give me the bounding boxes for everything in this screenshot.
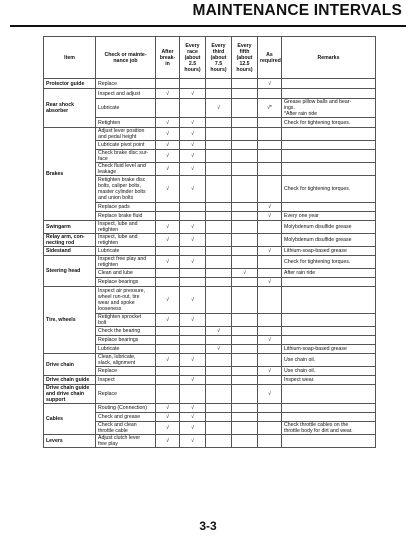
remarks-cell: Molybdenum disulfide grease: [282, 221, 376, 234]
interval-check-cell: √: [180, 256, 206, 269]
interval-check-cell: [156, 367, 180, 376]
interval-check-cell: [206, 79, 232, 89]
job-cell: Inspect, lube and retighten: [96, 234, 156, 247]
interval-check-cell: √: [180, 287, 206, 314]
interval-check-cell: √: [258, 278, 282, 287]
interval-check-cell: [232, 176, 258, 203]
interval-check-cell: [258, 141, 282, 150]
interval-check-cell: √: [156, 176, 180, 203]
interval-check-cell: [232, 354, 258, 367]
remarks-cell: [282, 404, 376, 413]
interval-check-cell: [232, 163, 258, 176]
job-cell: Check and grease: [96, 413, 156, 422]
interval-check-cell: [258, 176, 282, 203]
job-cell: Check fluid level and leakage: [96, 163, 156, 176]
job-cell: Routing (Connection): [96, 404, 156, 413]
interval-check-cell: √: [156, 413, 180, 422]
interval-check-cell: [258, 345, 282, 354]
interval-check-cell: √: [180, 118, 206, 128]
interval-check-cell: √: [156, 128, 180, 141]
interval-check-cell: [180, 345, 206, 354]
interval-check-cell: [206, 376, 232, 385]
interval-check-cell: [206, 247, 232, 256]
remarks-cell: [282, 287, 376, 314]
interval-check-cell: [206, 203, 232, 212]
interval-check-cell: √: [180, 141, 206, 150]
interval-check-cell: √: [156, 354, 180, 367]
interval-check-cell: [206, 385, 232, 404]
interval-check-cell: [156, 247, 180, 256]
interval-check-cell: [180, 247, 206, 256]
table-row: [44, 128, 376, 141]
interval-check-cell: √: [206, 345, 232, 354]
interval-check-cell: √: [180, 234, 206, 247]
interval-check-cell: [258, 376, 282, 385]
interval-check-cell: [206, 89, 232, 99]
remarks-cell: [282, 278, 376, 287]
interval-check-cell: √: [180, 163, 206, 176]
interval-check-cell: √: [258, 203, 282, 212]
job-cell: Check brake disc sur- face: [96, 150, 156, 163]
interval-check-cell: √: [180, 314, 206, 327]
remarks-cell: [282, 128, 376, 141]
interval-check-cell: [156, 269, 180, 278]
interval-check-cell: [232, 256, 258, 269]
interval-check-cell: √: [156, 89, 180, 99]
interval-check-cell: [258, 128, 282, 141]
interval-check-cell: [156, 79, 180, 89]
interval-check-cell: [232, 404, 258, 413]
job-cell: Retighten sprocket bolt: [96, 314, 156, 327]
item-cell: Rear shock absorber: [44, 89, 96, 128]
job-cell: Replace: [96, 367, 156, 376]
interval-check-cell: [258, 413, 282, 422]
table-row: [44, 221, 376, 234]
interval-check-cell: [206, 141, 232, 150]
interval-check-cell: [258, 221, 282, 234]
interval-check-cell: [156, 385, 180, 404]
interval-check-cell: √: [156, 314, 180, 327]
interval-check-cell: [232, 314, 258, 327]
interval-check-cell: [232, 150, 258, 163]
table-row: [44, 256, 376, 269]
job-cell: Replace bearings: [96, 278, 156, 287]
interval-check-cell: [206, 336, 232, 345]
interval-check-cell: [156, 99, 180, 118]
interval-check-cell: [232, 89, 258, 99]
maintenance-intervals-table: [43, 36, 376, 448]
item-cell: Cables: [44, 404, 96, 435]
interval-check-cell: √: [156, 234, 180, 247]
interval-check-cell: √: [258, 212, 282, 221]
interval-check-cell: [206, 404, 232, 413]
column-header: Every third (about 7.5 hours): [206, 37, 232, 79]
remarks-cell: Check for tightening torques.: [282, 176, 376, 203]
interval-check-cell: [206, 314, 232, 327]
interval-check-cell: [232, 79, 258, 89]
remarks-cell: [282, 89, 376, 99]
job-cell: Inspect air pressure, wheel run-out, tire wear and spoke looseness: [96, 287, 156, 314]
interval-check-cell: √: [258, 336, 282, 345]
remarks-cell: Check throttle cables on the throttle body for dirt and wear.: [282, 422, 376, 435]
interval-check-cell: √: [180, 221, 206, 234]
interval-check-cell: [206, 435, 232, 448]
job-cell: Inspect, lube and retighten: [96, 221, 156, 234]
job-cell: Check and clean throttle cable: [96, 422, 156, 435]
interval-check-cell: [206, 422, 232, 435]
job-cell: Replace pads: [96, 203, 156, 212]
interval-check-cell: [232, 212, 258, 221]
table-header-row: [44, 37, 376, 79]
job-cell: Lubricate: [96, 99, 156, 118]
table-row: [44, 247, 376, 256]
interval-check-cell: √: [180, 128, 206, 141]
interval-check-cell: [206, 212, 232, 221]
interval-check-cell: [206, 118, 232, 128]
job-cell: Clean, lubricate, slack, alignment: [96, 354, 156, 367]
column-header: Every fifth (about 12.5 hours): [232, 37, 258, 79]
interval-check-cell: [156, 327, 180, 336]
job-cell: Lubricate: [96, 345, 156, 354]
interval-check-cell: [206, 269, 232, 278]
interval-check-cell: [156, 336, 180, 345]
interval-check-cell: √: [156, 163, 180, 176]
remarks-cell: Grease pillow balls and bear- ings. *After rain ride: [282, 99, 376, 118]
interval-check-cell: [180, 327, 206, 336]
column-header: Check or mainte- nance job: [96, 37, 156, 79]
table-row: [44, 354, 376, 367]
interval-check-cell: [180, 385, 206, 404]
item-cell: Levers: [44, 435, 96, 448]
job-cell: Lubricate: [96, 247, 156, 256]
job-cell: Adjust clutch lever free play: [96, 435, 156, 448]
item-cell: Sidestand: [44, 247, 96, 256]
interval-check-cell: [206, 354, 232, 367]
remarks-cell: Every one year: [282, 212, 376, 221]
column-header: Item: [44, 37, 96, 79]
remarks-cell: [282, 327, 376, 336]
interval-check-cell: [258, 435, 282, 448]
interval-check-cell: [206, 367, 232, 376]
interval-check-cell: [206, 221, 232, 234]
interval-check-cell: [232, 141, 258, 150]
interval-check-cell: [232, 367, 258, 376]
job-cell: Lubricate pivot point: [96, 141, 156, 150]
interval-check-cell: √: [156, 150, 180, 163]
interval-check-cell: [232, 99, 258, 118]
remarks-cell: Use chain oil.: [282, 354, 376, 367]
item-cell: Steering head: [44, 256, 96, 287]
job-cell: Clean and lube: [96, 269, 156, 278]
item-cell: Swingarm: [44, 221, 96, 234]
interval-check-cell: [206, 256, 232, 269]
remarks-cell: Check for tightening torques.: [282, 256, 376, 269]
item-cell: Protector guide: [44, 79, 96, 89]
interval-check-cell: √: [180, 176, 206, 203]
interval-check-cell: [206, 413, 232, 422]
remarks-cell: Lithium-soap-based grease: [282, 247, 376, 256]
interval-check-cell: [156, 376, 180, 385]
interval-check-cell: √: [180, 150, 206, 163]
job-cell: Replace brake fluid: [96, 212, 156, 221]
interval-check-cell: [156, 203, 180, 212]
item-cell: Tire, wheels: [44, 287, 96, 354]
interval-check-cell: [206, 150, 232, 163]
interval-check-cell: [232, 345, 258, 354]
job-cell: Replace bearings: [96, 336, 156, 345]
interval-check-cell: √: [156, 221, 180, 234]
table-body: [44, 79, 376, 448]
interval-check-cell: √: [206, 327, 232, 336]
page-title: MAINTENANCE INTERVALS: [192, 2, 402, 19]
remarks-cell: [282, 141, 376, 150]
table-row: [44, 287, 376, 314]
remarks-cell: [282, 79, 376, 89]
item-cell: Brakes: [44, 128, 96, 221]
interval-check-cell: √: [156, 287, 180, 314]
job-cell: Inspect free play and retighten: [96, 256, 156, 269]
interval-check-cell: [232, 278, 258, 287]
table-row: [44, 376, 376, 385]
interval-check-cell: [232, 118, 258, 128]
interval-check-cell: [232, 376, 258, 385]
interval-check-cell: [232, 128, 258, 141]
remarks-cell: [282, 203, 376, 212]
job-cell: Replace: [96, 79, 156, 89]
interval-check-cell: √: [258, 79, 282, 89]
interval-check-cell: [180, 99, 206, 118]
remarks-cell: [282, 435, 376, 448]
table-row: [44, 404, 376, 413]
item-cell: Drive chain: [44, 354, 96, 376]
interval-check-cell: [180, 278, 206, 287]
interval-check-cell: [180, 79, 206, 89]
interval-check-cell: [232, 422, 258, 435]
interval-check-cell: [156, 345, 180, 354]
interval-check-cell: √: [180, 435, 206, 448]
interval-check-cell: [258, 118, 282, 128]
interval-check-cell: [258, 422, 282, 435]
interval-check-cell: [206, 287, 232, 314]
interval-check-cell: √: [258, 247, 282, 256]
interval-check-cell: √: [206, 99, 232, 118]
interval-check-cell: [232, 234, 258, 247]
interval-check-cell: √: [156, 422, 180, 435]
interval-check-cell: [206, 278, 232, 287]
item-cell: Drive chain guide and drive chain support: [44, 385, 96, 404]
interval-check-cell: [156, 212, 180, 221]
table-row: [44, 79, 376, 89]
interval-check-cell: √: [232, 269, 258, 278]
job-cell: Adjust lever position and pedal height: [96, 128, 156, 141]
remarks-cell: Molybdenum disulfide grease: [282, 234, 376, 247]
interval-check-cell: √: [258, 367, 282, 376]
interval-check-cell: √: [180, 422, 206, 435]
interval-check-cell: √: [180, 89, 206, 99]
interval-check-cell: [180, 367, 206, 376]
interval-check-cell: [258, 404, 282, 413]
interval-check-cell: √: [180, 376, 206, 385]
table-row: [44, 234, 376, 247]
remarks-cell: Lithium-soap-based grease: [282, 345, 376, 354]
job-cell: Replace: [96, 385, 156, 404]
item-cell: Drive chain guide: [44, 376, 96, 385]
interval-check-cell: [258, 314, 282, 327]
job-cell: Retighten: [96, 118, 156, 128]
interval-check-cell: [206, 176, 232, 203]
column-header: As required: [258, 37, 282, 79]
interval-check-cell: √: [156, 256, 180, 269]
interval-check-cell: [258, 234, 282, 247]
column-header: Every race (about 2.5 hours): [180, 37, 206, 79]
interval-check-cell: [232, 221, 258, 234]
job-cell: Inspect: [96, 376, 156, 385]
interval-check-cell: √*: [258, 99, 282, 118]
interval-check-cell: [180, 269, 206, 278]
remarks-cell: Check for tightening torques.: [282, 118, 376, 128]
interval-check-cell: [232, 336, 258, 345]
interval-check-cell: [206, 234, 232, 247]
remarks-cell: After rain ride: [282, 269, 376, 278]
job-cell: Inspect and adjust: [96, 89, 156, 99]
job-cell: Retighten brake disc bolts, caliper bolts, master cylinder bolts and union bolts: [96, 176, 156, 203]
interval-check-cell: [258, 354, 282, 367]
interval-check-cell: [180, 212, 206, 221]
interval-check-cell: [258, 327, 282, 336]
interval-check-cell: √: [180, 413, 206, 422]
interval-check-cell: [232, 385, 258, 404]
interval-check-cell: [232, 413, 258, 422]
interval-check-cell: [232, 327, 258, 336]
interval-check-cell: [156, 278, 180, 287]
column-header: Remarks: [282, 37, 376, 79]
interval-check-cell: √: [156, 118, 180, 128]
interval-check-cell: [232, 287, 258, 314]
interval-check-cell: [180, 203, 206, 212]
interval-check-cell: [206, 128, 232, 141]
page-number: 3-3: [199, 519, 217, 533]
interval-check-cell: [258, 163, 282, 176]
remarks-cell: [282, 336, 376, 345]
item-cell: Relay arm, con- necting rod: [44, 234, 96, 247]
interval-check-cell: [180, 336, 206, 345]
interval-check-cell: √: [180, 404, 206, 413]
interval-check-cell: √: [180, 354, 206, 367]
interval-check-cell: √: [156, 435, 180, 448]
interval-check-cell: [232, 247, 258, 256]
job-cell: Check the bearing: [96, 327, 156, 336]
interval-check-cell: [258, 150, 282, 163]
interval-check-cell: [258, 269, 282, 278]
interval-check-cell: √: [156, 141, 180, 150]
interval-check-cell: [232, 435, 258, 448]
table-row: [44, 435, 376, 448]
interval-check-cell: [258, 287, 282, 314]
interval-check-cell: √: [258, 385, 282, 404]
remarks-cell: Inspect wear.: [282, 376, 376, 385]
remarks-cell: Use chain oil.: [282, 367, 376, 376]
remarks-cell: [282, 314, 376, 327]
remarks-cell: [282, 163, 376, 176]
interval-check-cell: [258, 89, 282, 99]
table-row: [44, 385, 376, 404]
remarks-cell: [282, 413, 376, 422]
interval-check-cell: [258, 256, 282, 269]
interval-check-cell: [206, 163, 232, 176]
remarks-cell: [282, 385, 376, 404]
remarks-cell: [282, 150, 376, 163]
interval-check-cell: √: [156, 404, 180, 413]
column-header: After break-in: [156, 37, 180, 79]
interval-check-cell: [232, 203, 258, 212]
title-divider: [10, 25, 406, 27]
table-row: [44, 89, 376, 99]
